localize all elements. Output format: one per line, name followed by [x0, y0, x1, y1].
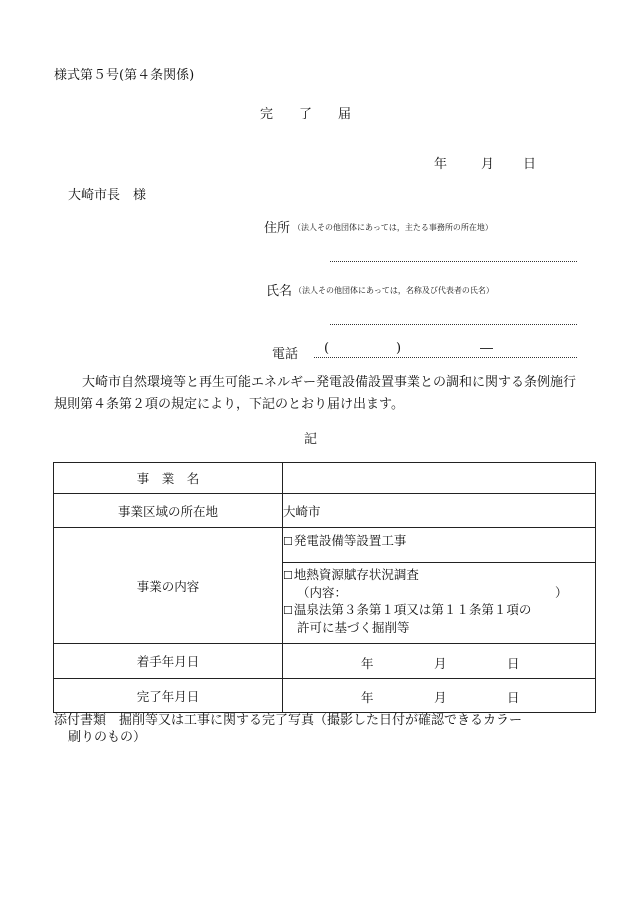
address-label: 住所 — [264, 221, 291, 236]
geothermal-detail — [283, 584, 595, 601]
name-line[interactable] — [330, 324, 577, 325]
option-geothermal — [283, 566, 595, 584]
checkbox-icon[interactable]: ☐ — [283, 569, 293, 582]
end-day: 日 — [507, 690, 520, 705]
attachment-note — [54, 712, 594, 746]
name-label: 氏名 — [266, 284, 293, 299]
option-hot-spring-label-cont: 許可に基づく掘削等 — [297, 620, 410, 635]
geothermal-detail-close: ） — [555, 585, 568, 600]
option-hot-spring-label: 温泉法第３条第１項又は第１１条第１項の — [293, 602, 532, 617]
address-note: （法人その他団体にあっては，主たる事務所の所在地） — [293, 223, 493, 232]
project-name-value[interactable] — [283, 463, 596, 494]
phone-label: 電話 — [272, 347, 299, 362]
table-row — [54, 528, 596, 563]
end-date-label: 完了年月日 — [54, 679, 283, 713]
start-date-label: 着手年月日 — [54, 644, 283, 679]
date-month: 月 — [481, 157, 495, 172]
project-name-label: 事 業 名 — [54, 463, 283, 494]
address-line[interactable] — [330, 261, 577, 262]
option-geothermal-label: 地熱資源賦存状況調査 — [293, 567, 419, 582]
option-power-facility — [283, 528, 596, 563]
project-table — [53, 462, 596, 713]
end-year: 年 — [361, 690, 374, 705]
geothermal-detail-open: （内容： — [297, 585, 348, 600]
body-paragraph: 大崎市自然環境等と再生可能エネルギー発電設備設置事業との調和に関する条例施行規則第４条第２項の規定により，下記のとおり届け出ます。 — [54, 375, 577, 412]
checkbox-icon[interactable]: ☐ — [283, 535, 293, 548]
ki-heading: 記 — [304, 432, 318, 447]
attachment-line-1: 添付書類 掘削等又は工事に関する完了写真（撮影した日付が確認できるカラー — [54, 713, 523, 728]
option-group — [283, 563, 596, 644]
location-label: 事業区域の所在地 — [54, 494, 283, 528]
attachment-line-2: 刷りのもの） — [68, 730, 147, 745]
option-power-facility-label: 発電設備等設置工事 — [293, 533, 407, 548]
phone-close-paren: ) — [396, 341, 402, 356]
date-day: 日 — [523, 157, 537, 172]
end-month: 月 — [434, 690, 447, 705]
content-label: 事業の内容 — [54, 528, 283, 644]
document-title: 完 了 届 — [260, 107, 352, 122]
start-month: 月 — [434, 655, 447, 671]
start-date-value[interactable] — [283, 644, 596, 679]
name-note: （法人その他団体にあっては，名称及び代表者の氏名） — [294, 286, 494, 295]
start-year: 年 — [361, 655, 374, 671]
table-row — [54, 463, 596, 494]
table-row — [54, 679, 596, 713]
checkbox-icon[interactable]: ☐ — [283, 604, 293, 617]
addressee: 大崎市長 様 — [68, 188, 147, 203]
phone-line[interactable] — [314, 357, 577, 358]
start-day: 日 — [507, 655, 520, 671]
phone-open-paren: ( — [324, 341, 330, 356]
end-date-value[interactable] — [283, 679, 596, 713]
form-number: 様式第５号(第４条関係) — [54, 68, 195, 83]
date-year: 年 — [434, 157, 448, 172]
table-row — [54, 644, 596, 679]
option-hot-spring — [283, 601, 595, 619]
phone-dash: ― — [480, 341, 493, 356]
table-row — [54, 494, 596, 528]
location-value[interactable]: 大崎市 — [283, 494, 596, 528]
